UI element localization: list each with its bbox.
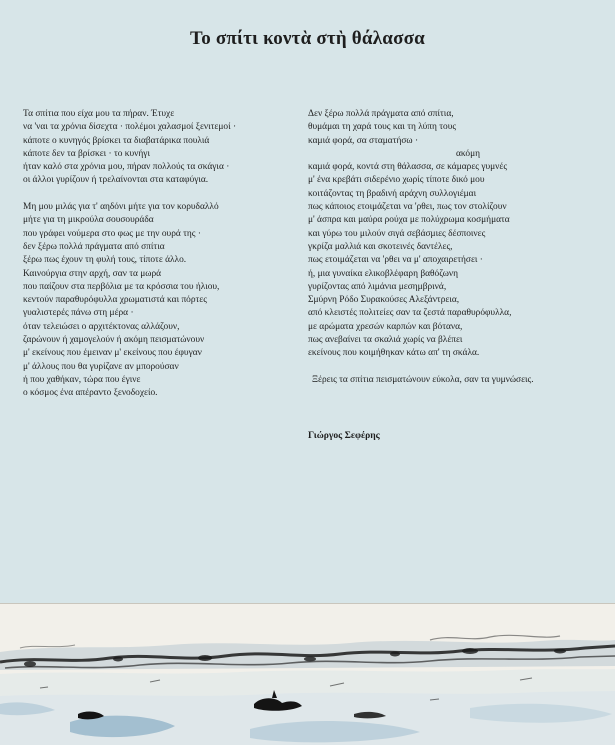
poem-line: καμιά φορά, κοντά στη θάλασσα, σε κάμαρες γυμνές	[308, 162, 508, 173]
poem-line: μ' άσπρα και μαύρα ρούχα με πολύχρωμα κοσμήματα	[308, 215, 510, 226]
poem-line: κεντούν παραθυρόφυλλα χρωματιστά και πόρτες	[23, 295, 207, 306]
poem-line: που παίζουν στα περβόλια με τα κρόσσια του ήλιου,	[23, 281, 220, 292]
stanza-2	[23, 201, 293, 400]
poem-line: οι άλλοι γυρίζουν ή τρελαίνονται στα καταφύγια.	[23, 175, 209, 186]
poem-line: ή που χαθήκαν, τώρα που έγινε	[23, 374, 141, 385]
poem-right-column	[308, 108, 608, 401]
poem-line: Τα σπίτια που είχα μου τα πήραν. Έτυχε	[23, 109, 175, 119]
poem-line: δεν ξέρω πολλά πράγματα από σπίτια	[23, 241, 165, 252]
seascape-painting-svg	[0, 604, 615, 745]
poem-line: ξέρω πως έχουν τη φυλή τους, τίποτε άλλο.	[23, 255, 187, 266]
poem-line: από κλειστές πολιτείες σαν τα ζεστά παραθυρόφυλλα,	[308, 308, 512, 319]
poem-line: πως ετοιμάζεται να 'ρθει να μ' αποχαιρετήσει ·	[308, 255, 483, 266]
stanza-4	[308, 374, 608, 387]
poem-line: θυμάμαι τη χαρά τους και τη λύπη τους	[308, 122, 457, 133]
poem-line: όταν τελειώσει ο αρχιτέκτονας αλλάζουν,	[23, 321, 180, 332]
poem-line: μ' άλλους που θα γυρίζανε αν μπορούσαν	[23, 361, 179, 372]
poem-line: Καινούργια στην αρχή, σαν τα μωρά	[23, 268, 162, 279]
poem-line: εκείνους που κοιμήθηκαν κάτω απ' τη σκάλα.	[308, 348, 480, 359]
poem-line: Μη μου μιλάς για τ' αηδόνι μήτε για τον κορυδαλλό	[23, 202, 219, 213]
stanza-1	[23, 108, 293, 188]
poem-line: κοιτάζοντας τη βραδινή αράχνη συλλογιέμαι	[308, 188, 477, 199]
stanza-3	[308, 108, 608, 361]
poem-line: ήταν καλό στα χρόνια μου, πήραν πολλούς τα σκάγια ·	[23, 162, 230, 173]
poem-line: πως ανεβαίνει τα σκαλιά χωρίς να βλέπει	[308, 335, 463, 346]
poem-line: μ' εκείνους που έμειναν μ' εκείνους που έφυγαν	[23, 348, 202, 359]
poem-line-indented: ακόμη	[456, 148, 481, 159]
poem-line: γκρίζα μαλλιά και σκοτεινές δαντέλες,	[308, 241, 453, 252]
poem-title: Το σπίτι κοντὰ στὴ θάλασσα	[190, 28, 425, 49]
poem-line: κάποτε δεν τα βρίσκει · το κυνήγι	[23, 148, 150, 159]
poem-line: ο κόσμος ένα απέραντο ξενοδοχείο.	[23, 388, 158, 399]
poem-line: Δεν ξέρω πολλά πράγματα από σπίτια,	[308, 109, 454, 119]
poem-line: κάποτε ο κυνηγός βρίσκει τα διαβατάρικα πουλιά	[23, 135, 210, 146]
poem-line: πως κάποιος ετοιμάζεται να 'ρθει, πως τον στολίζουν	[308, 202, 507, 213]
poem-closing-line: Ξέρεις τα σπίτια πεισματώνουν εύκολα, σαν τα γυμνώσεις.	[312, 374, 534, 385]
poem-line: μ' ένα κρεβάτι σιδερένιο χωρίς τίποτε δικό μου	[308, 175, 485, 186]
poem-line: μήτε για τη μικρούλα σουσουράδα	[23, 215, 154, 226]
poem-line: με αρώματα χρεσών καρπών και βότανα,	[308, 321, 463, 332]
poem-line: Σμύρνη Ρόδο Συρακούσες Αλεξάντρεια,	[308, 295, 460, 306]
poem-line: που γράφει νούμερα στο φως με την ουρά της ·	[23, 228, 201, 239]
poem-line: ζαρώνουν ή χαμογελούν ή ακόμη πεισματώνουν	[23, 335, 205, 346]
poem-line: να 'ναι τα χρόνια δίσεχτα · πολέμοι χαλασμοί ξενιτεμοί ·	[23, 122, 237, 133]
seascape-painting	[0, 603, 615, 745]
poem-line: και γύρω του μιλούν σιγά σεβάσμιες δέσποινες	[308, 228, 486, 239]
poem-left-column	[23, 108, 293, 414]
poem-line: καμιά φορά, σα σταματήσω ·	[308, 135, 419, 146]
poem-line: γυρίζοντας από λιμάνια μεσημβρινά,	[308, 281, 447, 292]
poet-signature: Γιώργος Σεφέρης	[308, 430, 380, 441]
poem-line: ή, μια γυναίκα ελικοβλέφαρη βαθόζωνη	[308, 268, 459, 279]
poem-line: γυαλιστερές πάνω στη μέρα ·	[23, 308, 134, 319]
